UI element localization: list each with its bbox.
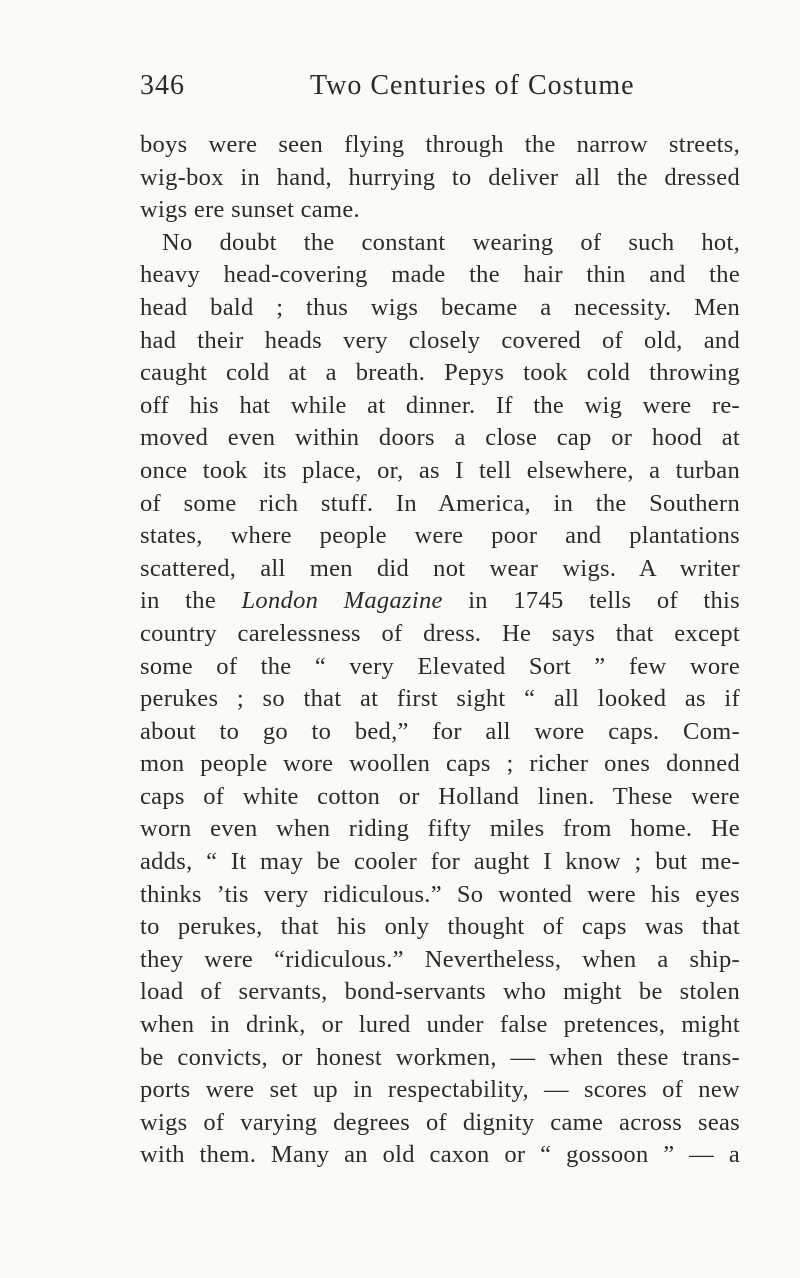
text-line: worn even when riding fifty miles from home. He bbox=[140, 815, 740, 843]
text-fragment: in the bbox=[140, 587, 242, 615]
text-line: when in drink, or lured under false pretences, might bbox=[140, 1011, 740, 1039]
running-title: Two Centuries of Costume bbox=[310, 70, 635, 101]
text-line: moved even within doors a close cap or hood at bbox=[140, 424, 740, 452]
text-line-with-italic bbox=[140, 585, 740, 618]
text-line: wigs of varying degrees of dignity came across seas bbox=[140, 1108, 740, 1136]
text-line: wigs ere sunset came. bbox=[140, 196, 360, 224]
text-line: boys were seen flying through the narrow streets, bbox=[140, 131, 740, 158]
text-line: had their heads very closely covered of old, and bbox=[140, 326, 740, 354]
text-line: once took its place, or, as I tell elsewhere, a turban bbox=[140, 456, 740, 484]
text-line: of some rich stuff. In America, in the Southern bbox=[140, 489, 740, 517]
text-line: off his hat while at dinner. If the wig were re- bbox=[140, 391, 740, 419]
body-text bbox=[140, 129, 740, 1172]
text-line: adds, “ It may be cooler for aught I know ; but me- bbox=[140, 848, 740, 876]
text-line: scattered, all men did not wear wigs. A writer bbox=[140, 554, 740, 582]
text-line: load of servants, bond-servants who might be stolen bbox=[140, 978, 740, 1006]
periodical-title: London Magazine bbox=[241, 587, 443, 615]
text-line: heavy head-covering made the hair thin and the bbox=[140, 261, 740, 289]
text-line: caps of white cotton or Holland linen. These were bbox=[140, 782, 740, 810]
text-line: mon people wore woollen caps ; richer ones donned bbox=[140, 750, 740, 778]
text-line: states, where people were poor and plantations bbox=[140, 522, 740, 550]
text-line: they were “ridiculous.” Nevertheless, when a ship- bbox=[140, 945, 740, 973]
running-head bbox=[140, 70, 700, 106]
text-line: No doubt the constant wearing of such hot, bbox=[162, 228, 740, 256]
text-line: perukes ; so that at first sight “ all looked as if bbox=[140, 685, 740, 713]
text-line: head bald ; thus wigs became a necessity. Men bbox=[140, 293, 740, 321]
text-line: some of the “ very Elevated Sort ” few wore bbox=[140, 652, 740, 680]
text-fragment: in 1745 tells of this bbox=[442, 587, 741, 615]
text-line: wig-box in hand, hurrying to deliver all the dressed bbox=[140, 163, 740, 191]
text-line: thinks ’tis very ridiculous.” So wonted were his eyes bbox=[140, 880, 740, 908]
text-line: about to go to bed,” for all wore caps. Com- bbox=[140, 717, 740, 745]
text-line: to perukes, that his only thought of caps was that bbox=[140, 913, 740, 941]
text-line: be convicts, or honest workmen, — when these trans- bbox=[140, 1043, 740, 1071]
text-line: country carelessness of dress. He says that except bbox=[140, 619, 740, 647]
text-line: with them. Many an old caxon or “ gossoon ” — a bbox=[140, 1141, 740, 1169]
text-line: caught cold at a breath. Pepys took cold throwing bbox=[140, 359, 740, 387]
text-line: ports were set up in respectability, — scores of new bbox=[140, 1076, 740, 1104]
page-number: 346 bbox=[140, 70, 185, 101]
